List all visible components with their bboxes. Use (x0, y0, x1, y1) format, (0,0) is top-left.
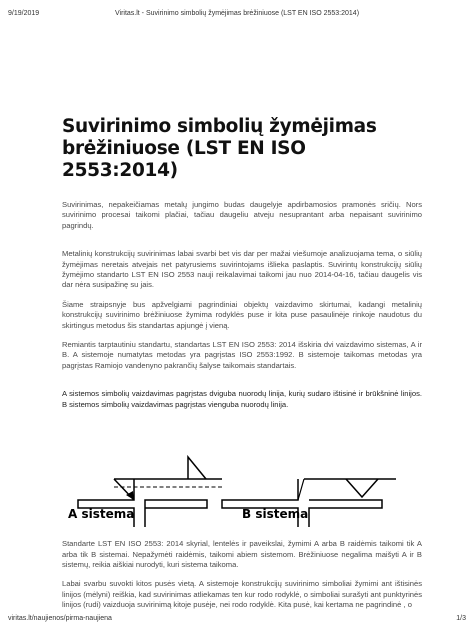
system-b-label: B sistema (242, 507, 309, 522)
print-date: 9/19/2019 (8, 10, 40, 17)
page-number: 1/3 (456, 615, 466, 622)
paragraph-importance: Metalinių konstrukcijų suvirinimas labai svarbi bet vis dar per mažai viešumoje analizuojama tema, o siūlių žymėjimas neretais atvejais net patyrusiems suvirintojams išlieka paslaptis. Suvirintų konstrukcijų siūlių žymėjimo standarto LST EN ISO 2553 nauji reikalavimai taikomi jau nuo 2014-04-16, tačiau daugelis vis dar nėra susipažinę su jais. (62, 249, 422, 290)
paragraph-intro: Suvirinimas, nepakeičiamas metalų jungimo budas daugelyje apdirbamosios pramonės sričių. Nors suvirinimo procesai taikomi plačiai, tačiau daugeliu atveju nesuprantant arba nepaisant suvirinimo pagrindų. (62, 200, 422, 230)
article-title: Suvirinimo simbolių žymėjimas brėžiniuose (LST EN ISO 2553:2014) (62, 116, 377, 181)
print-title: Viritas.lt - Suvirinimo simbolių žymėjimas brėžiniuose (LST EN ISO 2553:2014) (114, 10, 360, 17)
paragraph-standard-markings: Standarte LST EN ISO 2553: 2014 skyrial, lentelės ir paveikslai, žymimi A arba B raidėmis taikomi tik A arba tik B sistemai. Nepažymėti raidėmis, taikomi abiem sistemom. Brėžiniuose negalima maišyti A ir B sistemų, reikia aiškiai nurodyti, kuri sistema taikoma. (62, 539, 422, 569)
weld-symbol-figure (62, 419, 422, 527)
paragraph-other-side: Labai svarbu suvokti kitos pusės vietą. A sistemoje konstrukcijų suvirinimo simboliai žymimi ant ištisinės linijos (mėlyni) reiškia, kad suvirinimas atliekamas ten kur rodo rodyklė, o simboliai surašyti ant punktyrinės linijos (rudi) vaizduoja suvirinimą kitoje pusėje, nei rodo rodyklė. Kita pusė, kai kertama ne pagrindinė , o (62, 579, 422, 610)
footer-url[interactable]: viritas.lt/naujienos/pirma-naujiena (8, 615, 112, 622)
system-a-label: A sistema (68, 507, 135, 522)
article-body (62, 200, 422, 620)
paragraph-overview: Šiame straipsnyje bus apžvelgiami pagrindiniai objektų vaizdavimo skirtumai, kadangi metalinių konstrukcijų suvirinimo brėžiniuose žymima rodyklės puse ir kita puse pasaulinėje rinkoje naudotus du skirtingus metodus šis standartas apjungė į vieną. (62, 299, 422, 330)
paragraph-systems: Remiantis tarptautiniu standartu, standartas LST EN ISO 2553: 2014 išskiria dvi vaizdavimo sistemas, A ir B. A sistemoje numatytas metodas yra pagrįstas ISO 2553:1992. B sistemoje taikomas metodas yra pagrįstas Ramiojo vandenyno pakrančių šalyse taikomais standartais. (62, 340, 422, 370)
paragraph-reference-lines: A sistemos simbolių vaizdavimas pagrįstas dviguba nuorodų linija, kurių sudaro ištisinė ir brūkšninė linijos. B sistemos simbolių vaizdavimas pagrįstas vienguba nuorodų linija. (62, 389, 422, 409)
